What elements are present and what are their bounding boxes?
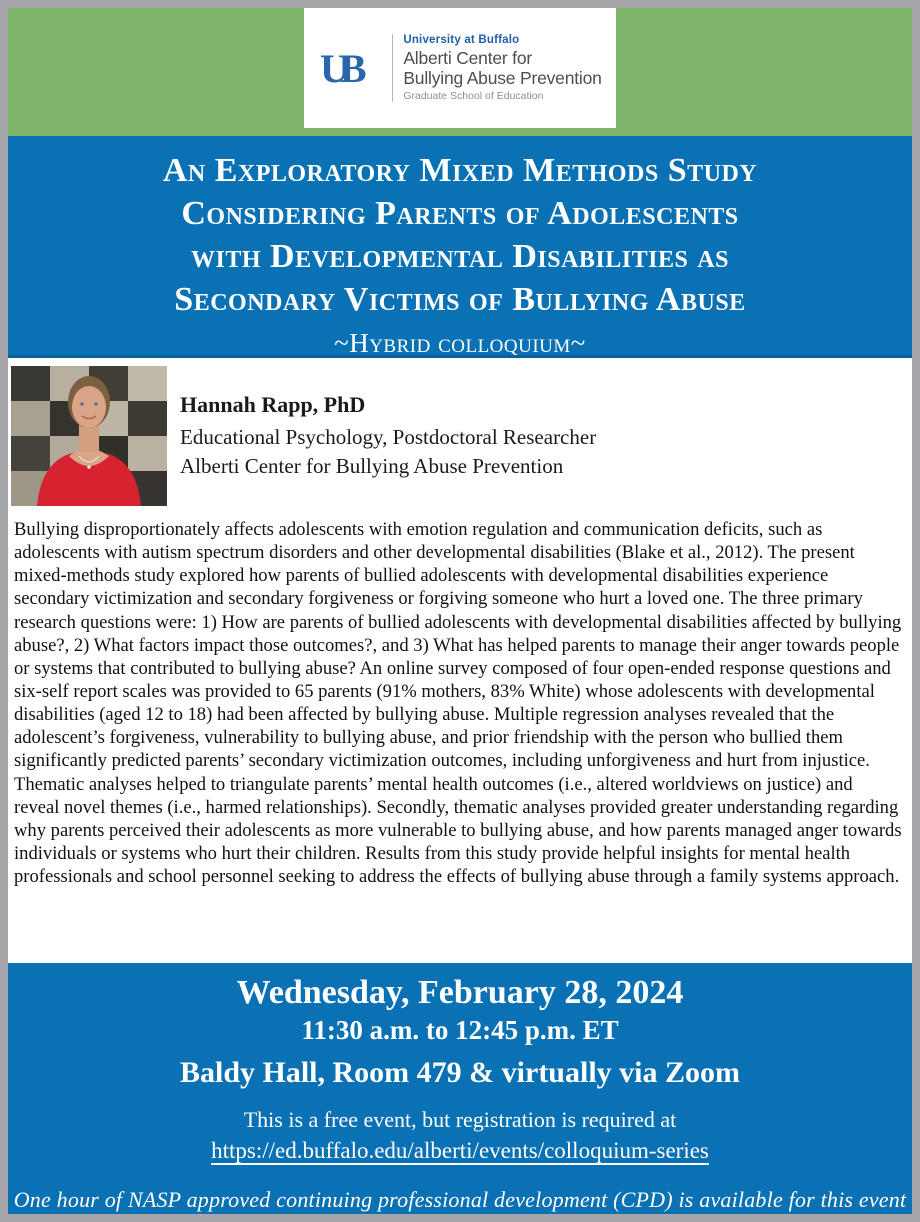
header-band (8, 8, 912, 136)
colloquium-flyer (8, 8, 912, 1214)
event-format-subtitle: ~Hybrid colloquium~ (334, 328, 586, 358)
logo-center-name-line2: Bullying Abuse Prevention (403, 68, 602, 88)
logo-school-name: Graduate School of Education (403, 90, 544, 103)
speaker-row (11, 366, 904, 506)
event-details-band (8, 963, 912, 1214)
event-title-line-1: An Exploratory Mixed Methods Study (162, 152, 758, 189)
registration-note: This is a free event, but registration is required at (243, 1107, 677, 1132)
event-title-line-4: Secondary Victims of Bullying Abuse (174, 281, 746, 318)
speaker-photo (11, 366, 167, 506)
speaker-affiliation: Alberti Center for Bullying Abuse Prevention (180, 454, 564, 478)
event-date: Wednesday, February 28, 2024 (236, 974, 684, 1011)
event-title-line-3: with Developmental Disabilities as (191, 238, 729, 275)
abstract-text: Bullying disproportionately affects adolescents with emotion regulation and communication deficits, such as adolescents with autism spectrum disorders and other developmental disabilities (Blake et al., 2012). The present mixed-methods study explored how parents of bullied adolescents with developmental disabilities experience secondary victimization and secondary forgiveness or forgiving someone who hurt a loved one. The three primary research questions were: 1) How are parents of bullied adolescents with developmental disabilities affected by bullying abuse?, 2) What factors impact those outcomes?, and 3) What has helped parents to manage their anger towards people or systems that contributed to bullying abuse? An online survey composed of four open-ended response questions and six-self report scales was provided to 65 parents (91% mothers, 83% White) whose adolescents with developmental disabilities (aged 12 to 18) had been affected by bullying abuse. Multiple regression analyses revealed that the adolescent’s forgiveness, vulnerability to bullying abuse, and prior friendship with the person who bullied them significantly predicted parents’ secondary victimization outcomes, including unforgiveness and hurt from injustice. Thematic analyses helped to triangulate parents’ mental health outcomes (i.e., altered worldviews on justice) and reveal novel themes (i.e., harmed relationships). Secondly, thematic analyses provided greater understanding regarding why parents perceived their adolescents as more vulnerable to bullying abuse, and how parents managed anger towards individuals or systems who hurt their children. Results from this study provide helpful insights for mental health professionals and school personnel seeking to address the effects of bullying abuse through a family systems approach. (14, 519, 902, 888)
speaker-name: Hannah Rapp, PhD (180, 392, 366, 417)
event-location: Baldy Hall, Room 479 & virtually via Zoom (179, 1056, 740, 1089)
logo-center-name-line1: Alberti Center for (403, 47, 533, 68)
logo-university-name: University at Buffalo (403, 33, 520, 46)
title-band (8, 136, 912, 358)
body-section (8, 358, 912, 963)
event-time: 11:30 a.m. to 12:45 p.m. ET (301, 1015, 619, 1045)
registration-link[interactable]: https://ed.buffalo.edu/alberti/events/colloquium-series (211, 1138, 709, 1163)
event-title-line-2: Considering Parents of Adolescents (181, 195, 739, 232)
speaker-role: Educational Psychology, Postdoctoral Researcher (180, 425, 597, 449)
logo-text-block (392, 34, 601, 103)
speaker-info (180, 366, 596, 506)
ub-monogram-icon (318, 46, 382, 90)
ub-monogram-letters: UB (320, 46, 358, 90)
alberti-center-logo (304, 8, 616, 128)
cpd-note: One hour of NASP approved continuing professional development (CPD) is available for this event (13, 1187, 907, 1212)
